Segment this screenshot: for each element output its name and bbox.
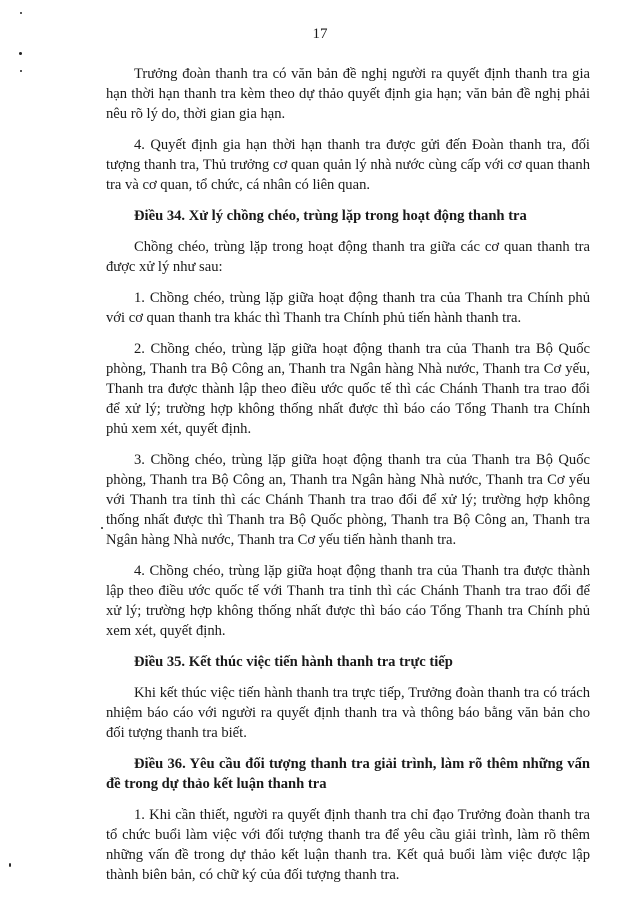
page-number: 17 (312, 26, 328, 42)
paragraph: Trưởng đoàn thanh tra có văn bản đề nghị người ra quyết định thanh tra gia hạn thời hạn thanh tra kèm theo dự thảo quyết định gia hạn; văn bản đề nghị phải nêu rõ lý do, thời gian gia hạn. (106, 66, 590, 122)
paragraph: 1. Khi cần thiết, người ra quyết định thanh tra chỉ đạo Trưởng đoàn thanh tra tổ chức buổi làm việc với đối tượng thanh tra để yêu cầu giải trình, làm rõ thêm những vấn đề trong dự thảo kết luận thanh tra. Kết quả buổi làm việc được lập thành biên bản, có chữ ký của đối tượng thanh tra. (106, 807, 590, 883)
paragraph: Chồng chéo, trùng lặp trong hoạt động thanh tra giữa các cơ quan thanh tra được xử lý như sau: (106, 239, 590, 275)
scan-speck (9, 863, 11, 867)
scan-speck (101, 527, 103, 529)
article-heading: Điều 35. Kết thúc việc tiến hành thanh tra trực tiếp (134, 654, 453, 670)
scan-speck (20, 12, 22, 14)
paragraph: Khi kết thúc việc tiến hành thanh tra trực tiếp, Trưởng đoàn thanh tra có trách nhiệm báo cáo với người ra quyết định thanh tra và thông báo bằng văn bản cho đối tượng thanh tra biết. (106, 685, 590, 741)
scan-speck (20, 70, 22, 72)
article-heading: Điều 36. Yêu cầu đối tượng thanh tra giải trình, làm rõ thêm những vấn đề trong dự thảo kết luận thanh tra (106, 756, 590, 792)
paragraph: 4. Quyết định gia hạn thời hạn thanh tra được gửi đến Đoàn thanh tra, đối tượng thanh tra, Thủ trưởng cơ quan quản lý nhà nước cùng cấp với cơ quan thanh tra và cơ quan, tổ chức, cá nhân có liên quan. (106, 137, 590, 193)
paragraph: 2. Chồng chéo, trùng lặp giữa hoạt động thanh tra của Thanh tra Bộ Quốc phòng, Thanh tra Bộ Công an, Thanh tra Ngân hàng Nhà nước, Thanh tra Cơ yếu, Thanh tra được thành lập theo điều ước quốc tế thì các Chánh Thanh tra trao đổi để xử lý; trường hợp không thống nhất được thì báo cáo Tổng Thanh tra Chính phủ xem xét, quyết định. (106, 341, 590, 437)
paragraph: 4. Chồng chéo, trùng lặp giữa hoạt động thanh tra của Thanh tra được thành lập theo điều ước quốc tế với Thanh tra tỉnh thì các Chánh Thanh tra trao đổi để xử lý; trường hợp không thống nhất được thì báo cáo Tổng Thanh tra Chính phủ xem xét, quyết định. (106, 563, 590, 639)
paragraph: 1. Chồng chéo, trùng lặp giữa hoạt động thanh tra của Thanh tra Chính phủ với cơ quan thanh tra khác thì Thanh tra Chính phủ tiến hành thanh tra. (106, 290, 590, 326)
document-body (106, 64, 590, 896)
paragraph: 3. Chồng chéo, trùng lặp giữa hoạt động thanh tra của Thanh tra Bộ Quốc phòng, Thanh tra Bộ Công an, Thanh tra Ngân hàng Nhà nước, Thanh tra Cơ yếu với Thanh tra tỉnh thì các Chánh Thanh tra trao đổi để xử lý; trường hợp không thống nhất được thì Thanh tra Bộ Quốc phòng, Thanh tra Bộ Công an, Thanh tra Ngân hàng Nhà nước, Thanh tra Cơ yếu tiến hành thanh tra. (106, 452, 590, 548)
scan-speck (19, 52, 22, 55)
article-heading: Điều 34. Xử lý chồng chéo, trùng lặp trong hoạt động thanh tra (134, 208, 527, 224)
